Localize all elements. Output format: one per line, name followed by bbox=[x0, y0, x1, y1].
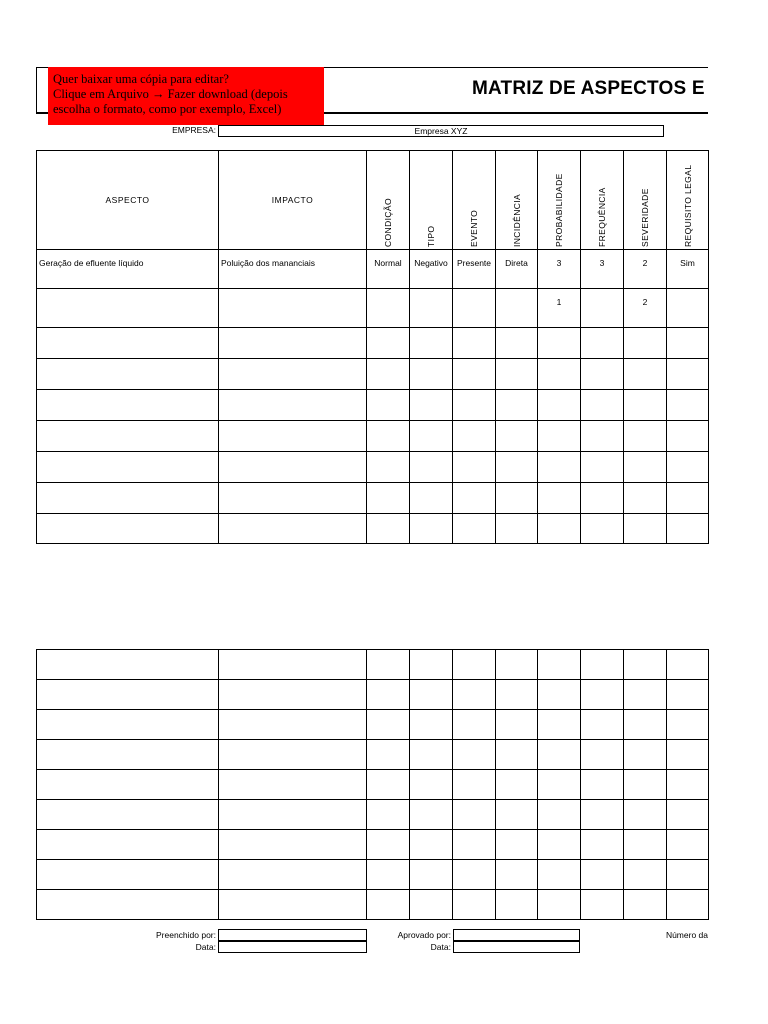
table-cell[interactable] bbox=[410, 650, 453, 680]
table-cell[interactable] bbox=[624, 800, 667, 830]
table-cell[interactable] bbox=[496, 359, 538, 390]
table-cell[interactable] bbox=[37, 860, 219, 890]
table-cell[interactable]: Geração de efluente líquido bbox=[37, 250, 219, 289]
table-cell[interactable] bbox=[496, 680, 538, 710]
table-cell[interactable] bbox=[581, 800, 624, 830]
table-cell[interactable] bbox=[410, 680, 453, 710]
table-cell[interactable] bbox=[453, 710, 496, 740]
preenchido-label: Preenchido por: bbox=[155, 930, 216, 940]
table-cell[interactable] bbox=[37, 710, 219, 740]
table-cell[interactable] bbox=[37, 514, 219, 544]
table-cell[interactable] bbox=[624, 328, 667, 359]
table-cell[interactable] bbox=[538, 800, 581, 830]
table-cell[interactable] bbox=[219, 483, 367, 514]
table-cell[interactable] bbox=[37, 328, 219, 359]
table-cell[interactable] bbox=[219, 328, 367, 359]
table-cell[interactable] bbox=[624, 421, 667, 452]
table-cell[interactable] bbox=[37, 800, 219, 830]
table-cell[interactable] bbox=[453, 860, 496, 890]
table-cell[interactable] bbox=[667, 328, 709, 359]
table-cell[interactable] bbox=[410, 359, 453, 390]
table-cell[interactable] bbox=[538, 452, 581, 483]
aspects-table bbox=[36, 150, 709, 544]
table-cell[interactable] bbox=[581, 514, 624, 544]
table-cell[interactable] bbox=[581, 740, 624, 770]
table-cell[interactable] bbox=[367, 359, 410, 390]
data-field-2[interactable] bbox=[453, 941, 580, 953]
table-cell[interactable] bbox=[581, 390, 624, 421]
table-cell[interactable] bbox=[219, 800, 367, 830]
table-cell[interactable] bbox=[496, 650, 538, 680]
table-cell[interactable]: 3 bbox=[538, 250, 581, 289]
table-cell[interactable]: 2 bbox=[624, 250, 667, 289]
data-field-1[interactable] bbox=[218, 941, 367, 953]
table-cell[interactable] bbox=[410, 800, 453, 830]
table-row bbox=[37, 830, 709, 860]
table-cell[interactable] bbox=[581, 710, 624, 740]
aprovado-label: Aprovado por: bbox=[397, 930, 451, 940]
table-cell[interactable] bbox=[624, 680, 667, 710]
table-cell[interactable] bbox=[538, 740, 581, 770]
table-cell[interactable] bbox=[453, 514, 496, 544]
table-cell[interactable] bbox=[37, 830, 219, 860]
table-cell[interactable] bbox=[667, 289, 709, 328]
table-cell[interactable] bbox=[453, 289, 496, 328]
table-cell[interactable] bbox=[667, 359, 709, 390]
aprovado-field[interactable] bbox=[453, 929, 580, 941]
table-row bbox=[37, 421, 709, 452]
table-cell[interactable] bbox=[219, 650, 367, 680]
table-cell[interactable] bbox=[410, 740, 453, 770]
table-cell[interactable] bbox=[581, 830, 624, 860]
table-cell[interactable] bbox=[667, 890, 709, 920]
table-cell[interactable] bbox=[219, 680, 367, 710]
table-cell[interactable] bbox=[624, 452, 667, 483]
table-cell[interactable] bbox=[367, 800, 410, 830]
table-cell[interactable] bbox=[538, 890, 581, 920]
table-cell[interactable] bbox=[219, 452, 367, 483]
table-cell[interactable] bbox=[453, 680, 496, 710]
col-tipo: TIPO bbox=[410, 151, 453, 250]
table-cell[interactable] bbox=[581, 860, 624, 890]
notice-line-1: Quer baixar uma cópia para editar? bbox=[53, 72, 229, 86]
table-cell[interactable] bbox=[453, 830, 496, 860]
table-cell[interactable] bbox=[219, 890, 367, 920]
table-cell[interactable] bbox=[624, 740, 667, 770]
table-cell[interactable] bbox=[667, 860, 709, 890]
header-left-rule bbox=[36, 67, 37, 114]
table-cell[interactable] bbox=[667, 514, 709, 544]
table-cell[interactable] bbox=[581, 770, 624, 800]
table-cell[interactable] bbox=[410, 390, 453, 421]
table-cell[interactable] bbox=[367, 710, 410, 740]
table-row bbox=[37, 328, 709, 359]
col-frequencia: FREQUÊNCIA bbox=[581, 151, 624, 250]
page-title: MATRIZ DE ASPECTOS E bbox=[472, 78, 705, 99]
table-cell[interactable] bbox=[581, 483, 624, 514]
table-cell[interactable] bbox=[37, 483, 219, 514]
table-cell[interactable] bbox=[496, 289, 538, 328]
table-row bbox=[37, 359, 709, 390]
table-cell[interactable] bbox=[667, 452, 709, 483]
table-cell[interactable] bbox=[581, 680, 624, 710]
table-cell[interactable] bbox=[496, 421, 538, 452]
table-cell[interactable] bbox=[667, 800, 709, 830]
preenchido-field[interactable] bbox=[218, 929, 367, 941]
table-cell[interactable] bbox=[581, 359, 624, 390]
table-cell[interactable] bbox=[37, 770, 219, 800]
table-cell[interactable] bbox=[538, 860, 581, 890]
table-row bbox=[37, 390, 709, 421]
table-cell[interactable] bbox=[453, 800, 496, 830]
table-row bbox=[37, 483, 709, 514]
table-cell[interactable] bbox=[624, 359, 667, 390]
table-cell[interactable] bbox=[453, 770, 496, 800]
table-cell[interactable] bbox=[410, 770, 453, 800]
table-cell[interactable] bbox=[410, 860, 453, 890]
table-cell[interactable] bbox=[367, 452, 410, 483]
table-cell[interactable] bbox=[367, 289, 410, 328]
col-evento: EVENTO bbox=[453, 151, 496, 250]
table-cell[interactable]: Poluição dos mananciais bbox=[219, 250, 367, 289]
table-cell[interactable]: Normal bbox=[367, 250, 410, 289]
table-cell[interactable] bbox=[624, 830, 667, 860]
table-cell[interactable] bbox=[219, 421, 367, 452]
table-cell[interactable] bbox=[367, 421, 410, 452]
header-row bbox=[37, 151, 709, 250]
table-cell[interactable] bbox=[367, 860, 410, 890]
table-cell[interactable] bbox=[496, 860, 538, 890]
table-cell[interactable] bbox=[410, 483, 453, 514]
table-cell[interactable] bbox=[453, 421, 496, 452]
notice-line-3: escolha o formato, como por exemplo, Excel) bbox=[53, 102, 282, 116]
table-cell[interactable] bbox=[367, 890, 410, 920]
table-cell[interactable] bbox=[496, 890, 538, 920]
table-row bbox=[37, 740, 709, 770]
table-cell[interactable] bbox=[624, 650, 667, 680]
empresa-label: EMPRESA: bbox=[172, 125, 216, 135]
table-cell[interactable] bbox=[410, 421, 453, 452]
table-cell[interactable] bbox=[367, 390, 410, 421]
numero-label: Número da bbox=[665, 930, 708, 940]
table-cell[interactable] bbox=[667, 680, 709, 710]
table-cell[interactable] bbox=[37, 740, 219, 770]
table-row bbox=[37, 650, 709, 680]
table-row bbox=[37, 770, 709, 800]
table-cell[interactable] bbox=[219, 830, 367, 860]
table-cell[interactable] bbox=[219, 860, 367, 890]
table-cell[interactable] bbox=[219, 289, 367, 328]
table-cell[interactable] bbox=[624, 770, 667, 800]
table-cell[interactable] bbox=[37, 289, 219, 328]
table-cell[interactable] bbox=[367, 740, 410, 770]
table-row bbox=[37, 452, 709, 483]
table-cell[interactable] bbox=[496, 328, 538, 359]
table-cell[interactable] bbox=[453, 890, 496, 920]
table-cell[interactable] bbox=[453, 650, 496, 680]
table-cell[interactable] bbox=[219, 390, 367, 421]
table-cell[interactable] bbox=[410, 830, 453, 860]
table-cell[interactable]: 1 bbox=[538, 289, 581, 328]
table-cell[interactable] bbox=[581, 890, 624, 920]
table-cell[interactable] bbox=[667, 650, 709, 680]
table-cell[interactable] bbox=[453, 740, 496, 770]
table-cell[interactable] bbox=[624, 483, 667, 514]
table-cell[interactable] bbox=[367, 483, 410, 514]
table-cell[interactable] bbox=[496, 483, 538, 514]
data-label-2: Data: bbox=[430, 942, 451, 952]
table-cell[interactable] bbox=[667, 483, 709, 514]
table-cell[interactable] bbox=[37, 421, 219, 452]
table-cell[interactable] bbox=[496, 452, 538, 483]
table-row bbox=[37, 514, 709, 544]
table-cell[interactable] bbox=[367, 328, 410, 359]
table-cell[interactable] bbox=[581, 328, 624, 359]
table-cell[interactable] bbox=[37, 650, 219, 680]
table-cell[interactable] bbox=[453, 452, 496, 483]
col-probabilidade: PROBABILIDADE bbox=[538, 151, 581, 250]
table-cell[interactable] bbox=[667, 390, 709, 421]
table-cell[interactable] bbox=[453, 483, 496, 514]
aspects-table-continued bbox=[36, 649, 709, 920]
table-cell[interactable] bbox=[538, 359, 581, 390]
table-cell[interactable] bbox=[538, 650, 581, 680]
table-cell[interactable] bbox=[538, 483, 581, 514]
table-cell[interactable] bbox=[581, 289, 624, 328]
download-notice[interactable] bbox=[48, 67, 324, 125]
table-cell[interactable] bbox=[496, 800, 538, 830]
table-cell[interactable] bbox=[624, 710, 667, 740]
table-cell[interactable] bbox=[496, 514, 538, 544]
table-cell[interactable] bbox=[367, 680, 410, 710]
col-severidade: SEVERIDADE bbox=[624, 151, 667, 250]
table-row bbox=[37, 250, 709, 289]
table-cell[interactable] bbox=[667, 830, 709, 860]
table-cell[interactable]: Presente bbox=[453, 250, 496, 289]
table-cell[interactable] bbox=[410, 710, 453, 740]
table-cell[interactable] bbox=[219, 710, 367, 740]
table-row bbox=[37, 289, 709, 328]
table-cell[interactable] bbox=[453, 359, 496, 390]
table-cell[interactable]: 2 bbox=[624, 289, 667, 328]
table-row bbox=[37, 860, 709, 890]
table-cell[interactable] bbox=[581, 421, 624, 452]
table-row bbox=[37, 890, 709, 920]
data-label-1: Data: bbox=[195, 942, 216, 952]
table-cell[interactable]: Negativo bbox=[410, 250, 453, 289]
table-cell[interactable] bbox=[453, 328, 496, 359]
table-cell[interactable] bbox=[37, 390, 219, 421]
col-impacto: IMPACTO bbox=[219, 151, 367, 250]
table-cell[interactable] bbox=[667, 421, 709, 452]
table-cell[interactable] bbox=[496, 740, 538, 770]
table-cell[interactable] bbox=[37, 359, 219, 390]
table-cell[interactable] bbox=[667, 710, 709, 740]
empresa-field[interactable]: Empresa XYZ bbox=[218, 125, 664, 137]
col-condicao: CONDIÇÃO bbox=[367, 151, 410, 250]
col-incidencia: INCIDÊNCIA bbox=[496, 151, 538, 250]
table-cell[interactable] bbox=[219, 359, 367, 390]
table-cell[interactable] bbox=[410, 328, 453, 359]
table-cell[interactable] bbox=[37, 890, 219, 920]
table-cell[interactable] bbox=[410, 890, 453, 920]
table-cell[interactable] bbox=[496, 390, 538, 421]
table-cell[interactable] bbox=[496, 710, 538, 740]
table-cell[interactable] bbox=[410, 452, 453, 483]
table-cell[interactable] bbox=[410, 514, 453, 544]
table-cell[interactable] bbox=[538, 390, 581, 421]
table-cell[interactable] bbox=[624, 514, 667, 544]
table-cell[interactable]: Sim bbox=[667, 250, 709, 289]
table-cell[interactable] bbox=[538, 830, 581, 860]
table-cell[interactable] bbox=[219, 770, 367, 800]
table-cell[interactable] bbox=[538, 770, 581, 800]
col-aspecto: ASPECTO bbox=[37, 151, 219, 250]
table-cell[interactable] bbox=[667, 740, 709, 770]
table-row bbox=[37, 800, 709, 830]
table-cell[interactable] bbox=[581, 650, 624, 680]
table-cell[interactable] bbox=[667, 770, 709, 800]
table-cell[interactable]: Direta bbox=[496, 250, 538, 289]
table-cell[interactable] bbox=[538, 514, 581, 544]
table-cell[interactable]: 3 bbox=[581, 250, 624, 289]
table-cell[interactable] bbox=[367, 650, 410, 680]
table-cell[interactable] bbox=[496, 830, 538, 860]
table-cell[interactable] bbox=[581, 452, 624, 483]
table-cell[interactable] bbox=[410, 289, 453, 328]
table-cell[interactable] bbox=[496, 770, 538, 800]
table-cell[interactable] bbox=[624, 890, 667, 920]
notice-line-2: Clique em Arquivo → Fazer download (depois bbox=[53, 87, 288, 101]
table-cell[interactable] bbox=[219, 514, 367, 544]
table-cell[interactable] bbox=[538, 421, 581, 452]
col-requisito-legal: REQUISITO LEGAL bbox=[667, 151, 709, 250]
table-cell[interactable] bbox=[219, 740, 367, 770]
table-cell[interactable] bbox=[624, 390, 667, 421]
table-cell[interactable] bbox=[453, 390, 496, 421]
table-cell[interactable] bbox=[538, 710, 581, 740]
table-row bbox=[37, 680, 709, 710]
table-cell[interactable] bbox=[538, 680, 581, 710]
table-cell[interactable] bbox=[624, 860, 667, 890]
table-cell[interactable] bbox=[37, 452, 219, 483]
table-cell[interactable] bbox=[367, 514, 410, 544]
table-cell[interactable] bbox=[538, 328, 581, 359]
table-row bbox=[37, 710, 709, 740]
table-cell[interactable] bbox=[367, 830, 410, 860]
table-cell[interactable] bbox=[367, 770, 410, 800]
table-cell[interactable] bbox=[37, 680, 219, 710]
